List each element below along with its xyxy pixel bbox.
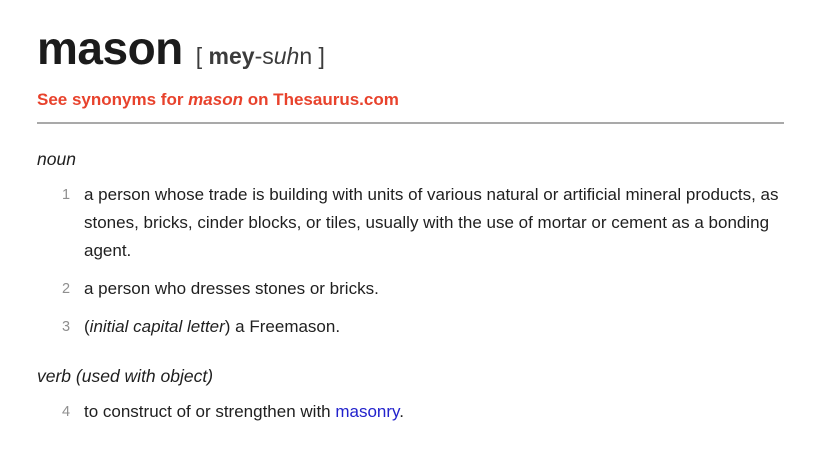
definition-number: 2	[62, 280, 71, 297]
definition-item-1	[37, 181, 784, 265]
pronunciation-open-bracket: [	[195, 43, 209, 69]
definition-text-prefix: to construct of or strengthen with	[84, 401, 336, 421]
definition-text: a person who dresses stones or bricks.	[84, 278, 379, 298]
noun-heading: noun	[37, 148, 76, 169]
pronunciation-stressed-syllable: mey	[208, 43, 255, 69]
synonyms-link-suffix: on Thesaurus.com	[242, 89, 399, 109]
thesaurus-synonyms-link[interactable]	[37, 90, 399, 110]
headword: mason	[37, 22, 183, 74]
definition-number: 1	[62, 186, 71, 203]
definition-italic-note: initial capital letter	[89, 316, 225, 336]
definition-text-period: .	[399, 401, 405, 421]
definition-text: a person whose trade is building with units of various natural or artificial mineral products, as stones, bricks, cinder blocks, or tiles, usually with the use of mortar or cement as a bonding agent.	[84, 184, 779, 260]
noun-definition-list	[37, 181, 784, 341]
verb-definition-list	[37, 398, 784, 426]
definition-text	[84, 398, 784, 426]
divider	[37, 122, 784, 124]
definition-text	[84, 313, 784, 341]
definition-paren-open: (	[84, 316, 90, 336]
pronunciation-italic-vowel: uh	[273, 43, 300, 69]
synonyms-link-prefix: See synonyms for	[37, 89, 189, 109]
pronunciation-hyphen: -s	[254, 43, 274, 69]
definition-item-2	[37, 275, 784, 303]
pronunciation-tail: n	[299, 43, 313, 69]
verb-section	[37, 365, 784, 426]
pronunciation	[196, 43, 325, 69]
definition-number: 4	[62, 403, 71, 420]
headword-block	[37, 22, 784, 75]
verb-heading: verb (used with object)	[37, 365, 214, 386]
noun-section	[37, 148, 784, 341]
definition-number: 3	[62, 318, 71, 335]
definition-item-3	[37, 313, 784, 341]
synonyms-link-word: mason	[188, 89, 243, 109]
definition-item-4	[37, 398, 784, 426]
pronunciation-close-bracket: ]	[312, 43, 325, 69]
definition-paren-rest: ) a Freemason.	[224, 316, 341, 336]
masonry-link[interactable]: masonry	[335, 401, 400, 421]
